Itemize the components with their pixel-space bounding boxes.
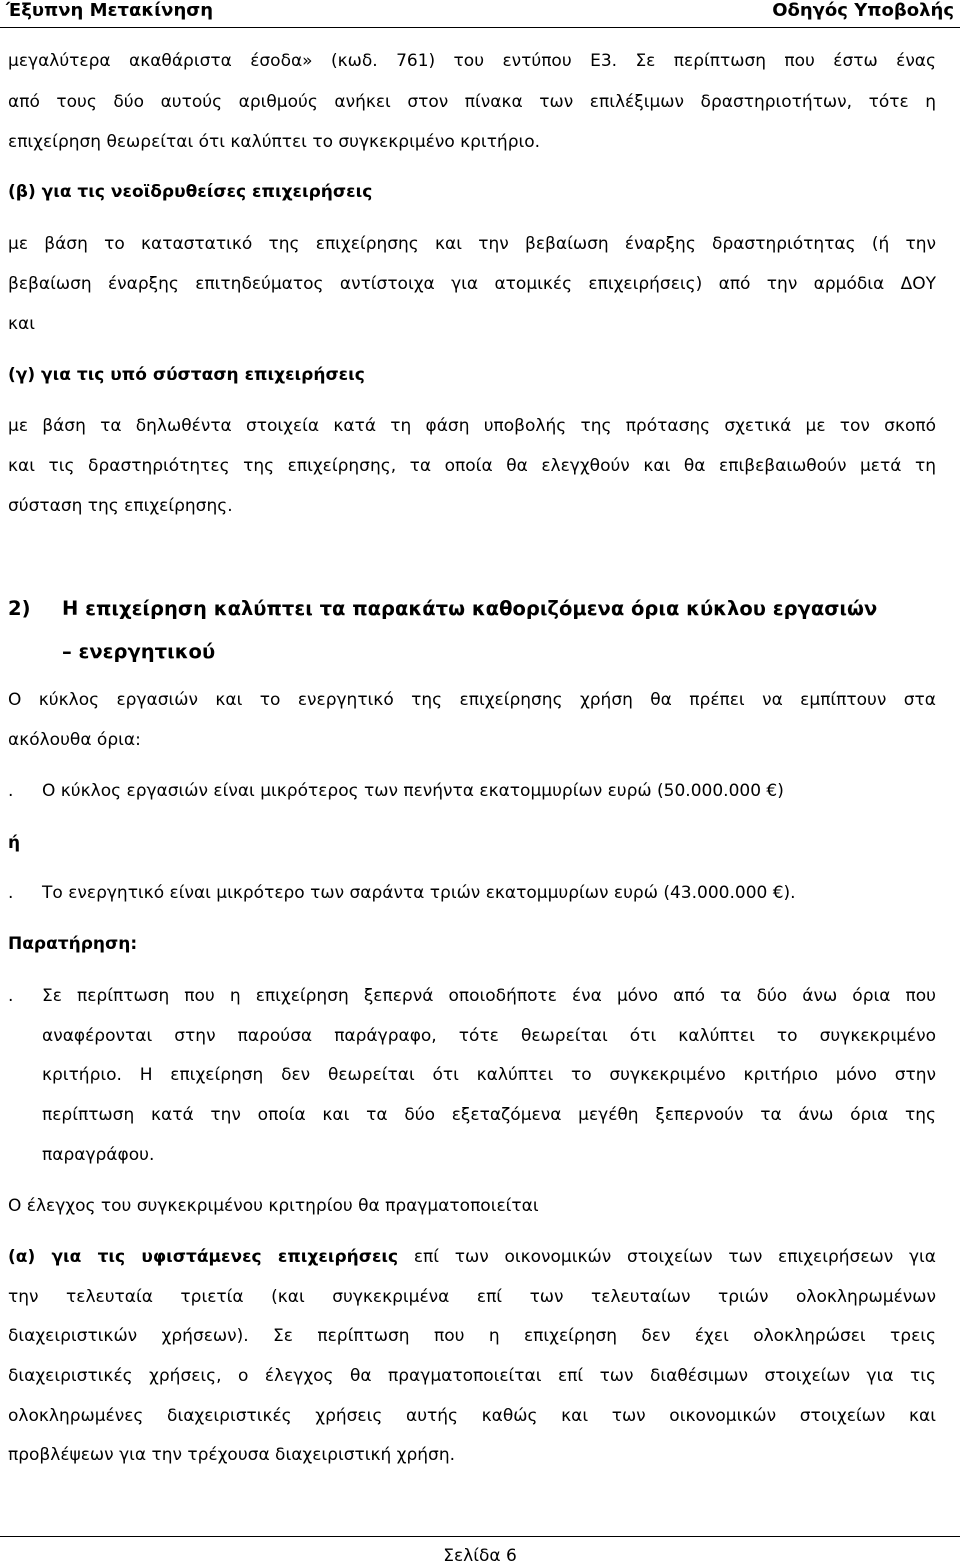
section-b-line-1: με βάση το καταστατικό της επιχείρησης και την βεβαίωση έναρξης δραστηριότητας (ή την (8, 234, 936, 254)
note-line-1: Σε περίπτωση που η επιχείρηση ξεπερνά οποιοδήποτε ένα μόνο από τα δύο άνω όρια που (42, 986, 936, 1006)
intro-line-1: μεγαλύτερα ακαθάριστα έσοδα» (κωδ. 761) του εντύπου Ε3. Σε περίπτωση που έστω ένας (8, 51, 936, 71)
section-a-title: (α) για τις υφιστάμενες επιχειρήσεις (8, 1247, 399, 1267)
bullet-marker: . (8, 781, 14, 801)
section-2-number: 2) (8, 597, 31, 620)
page-header (0, 0, 960, 28)
section-b-line-3: και (8, 314, 35, 334)
section-b-line-2: βεβαίωση έναρξης επιτηδεύματος αντίστοιχα για ατομικές επιχειρήσεις) από την αρμόδια ΔΟΥ (8, 274, 936, 294)
section-c-line-1: με βάση τα δηλωθέντα στοιχεία κατά τη φάση υποβολής της πρότασης σχετικά με τον σκοπό (8, 416, 936, 436)
section-a-line-6: προβλέψεων για την τρέχουσα διαχειριστική χρήση. (8, 1445, 456, 1465)
header-title: Έξυπνη Μετακίνηση (6, 0, 214, 21)
bullet-marker: . (8, 883, 14, 903)
note-line-4: περίπτωση κατά την οποία και τα δύο εξεταζόμενα μεγέθη ξεπερνούν τα άνω όρια της (42, 1105, 936, 1125)
section-c-line-2: και τις δραστηριότητες της επιχείρησης, τα οποία θα ελεγχθούν και θα επιβεβαιωθούν μετά τη (8, 456, 936, 476)
page-footer (0, 1536, 960, 1567)
intro-line-3: επιχείρηση θεωρείται ότι καλύπτει το συγκεκριμένο κριτήριο. (8, 132, 541, 152)
note-line-5: παραγράφου. (42, 1145, 155, 1165)
section-2-title-line-1: Η επιχείρηση καλύπτει τα παρακάτω καθοριζόμενα όρια κύκλου εργασιών (62, 597, 878, 620)
check-intro: Ο έλεγχος του συγκεκριμένου κριτηρίου θα πραγματοποιείται (8, 1196, 539, 1216)
section-2-paragraph-line-2: ακόλουθα όρια: (8, 730, 141, 750)
limit-turnover: Ο κύκλος εργασιών είναι μικρότερος των πενήντα εκατομμυρίων ευρώ (50.000.000 €) (42, 781, 784, 801)
bullet-marker: . (8, 986, 14, 1006)
section-a-line-2: την τελευταία τριετία (και συγκεκριμένα επί των τελευταίων τριών ολοκληρωμένων (8, 1287, 936, 1307)
intro-line-2: από τους δύο αυτούς αριθμούς ανήκει στον πίνακα των επιλέξιμων δραστηριοτήτων, τότε η (8, 92, 936, 112)
section-2-title-line-2: – ενεργητικού (62, 640, 216, 663)
section-c-line-3: σύσταση της επιχείρησης. (8, 496, 233, 516)
section-a-line-4: διαχειριστικές χρήσεις, ο έλεγχος θα πραγματοποιείται επί των διαθέσιμων στοιχείων για τις (8, 1366, 936, 1386)
note-line-3: κριτήριο. Η επιχείρηση δεν θεωρείται ότι καλύπτει το συγκεκριμένο κριτήριο μόνο στην (42, 1065, 936, 1085)
section-b-title: (β) για τις νεοϊδρυθείσες επιχειρήσεις (8, 182, 373, 202)
limit-assets: Το ενεργητικό είναι μικρότερο των σαράντα τριών εκατομμυρίων ευρώ (43.000.000 €). (42, 883, 796, 903)
note-line-2: αναφέρονται στην παρούσα παράγραφο, τότε θεωρείται ότι καλύπτει το συγκεκριμένο (42, 1026, 936, 1046)
header-document-name: Οδηγός Υποβολής (772, 0, 954, 21)
section-c-title: (γ) για τις υπό σύσταση επιχειρήσεις (8, 365, 365, 385)
note-title: Παρατήρηση: (8, 934, 138, 954)
section-a-line-5: ολοκληρωμένες διαχειριστικές χρήσεις αυτής καθώς και των οικονομικών στοιχείων και (8, 1406, 936, 1426)
section-2-paragraph-line-1: Ο κύκλος εργασιών και το ενεργητικό της επιχείρησης χρήση θα πρέπει να εμπίπτουν στα (8, 690, 936, 710)
section-a-line-1 (8, 1246, 936, 1268)
section-a-line-3: διαχειριστικών χρήσεων). Σε περίπτωση που η επιχείρηση δεν έχει ολοκληρώσει τρεις (8, 1326, 936, 1346)
section-a-line-1-text: επί των οικονομικών στοιχείων των επιχειρήσεων για (398, 1247, 936, 1267)
page-number: Σελίδα 6 (443, 1546, 517, 1566)
or-separator: ή (8, 833, 21, 853)
